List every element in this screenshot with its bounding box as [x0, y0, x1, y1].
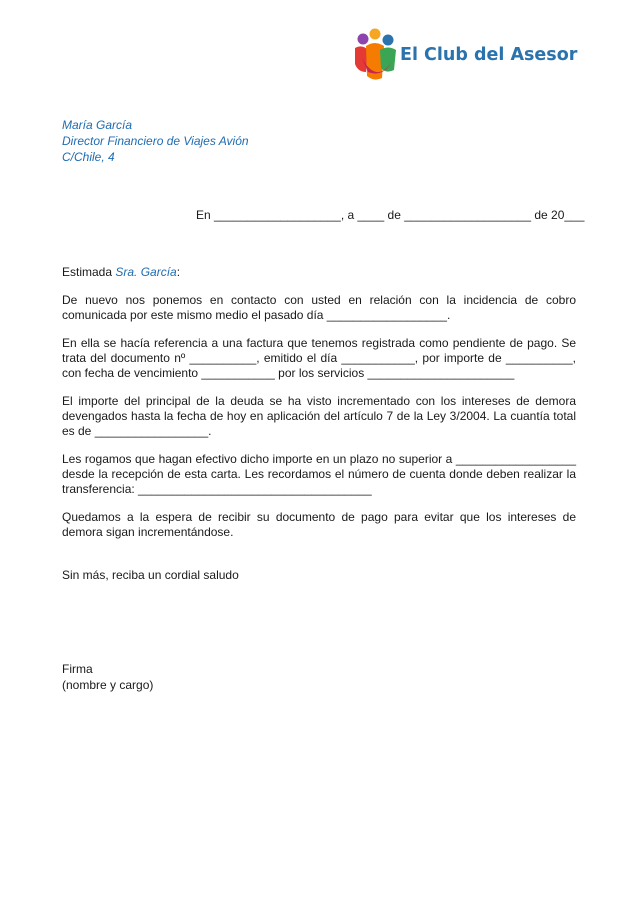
date-line: En ___________________, a ____ de ___________________ de 20___ — [196, 208, 585, 222]
sender-name: María García — [62, 118, 133, 132]
salutation-suffix: : — [176, 265, 181, 279]
sender-address: C/Chile, 4 — [62, 150, 115, 164]
sender-block — [62, 117, 249, 165]
closing-line: Sin más, reciba un cordial saludo — [62, 568, 239, 582]
signature-block — [62, 661, 153, 693]
sender-position: Director Financiero de Viajes Avión — [62, 134, 249, 148]
signature-label: Firma — [62, 662, 93, 676]
logo-text: El Club del Asesor — [400, 45, 578, 65]
paragraph-waiting: Quedamos a la espera de recibir su documento de pago para evitar que los intereses de demora sigan incrementándose. — [62, 510, 576, 539]
recipient-name: Sra. García — [115, 265, 177, 279]
salutation-prefix: Estimada — [62, 265, 116, 279]
paragraph-payment-request: Les rogamos que hagan efectivo dicho importe en un plazo no superior a __________________ desde la recepción de esta carta. Les recordamos el número de cuenta donde deben realizar la transferencia: ___________________________________ — [62, 452, 576, 496]
letter-body — [62, 265, 576, 540]
salutation — [62, 265, 576, 280]
paragraph-invoice: En ella se hacía referencia a una factura que tenemos registrada como pendiente de pago. Se trata del documento nº __________, emitido el día ___________, por importe de __________, con fecha de vencimiento ___________ por los servicios ______________________ — [62, 336, 576, 380]
paragraph-interest: El importe del principal de la deuda se ha visto incrementado con los intereses de demora devengados hasta la fecha de hoy en aplicación del artículo 7 de la Ley 3/2004. La cuantía total es de _________________. — [62, 394, 576, 438]
club-asesor-logo — [352, 28, 592, 88]
paragraph-incidence: De nuevo nos ponemos en contacto con usted en relación con la incidencia de cobro comunicada por este mismo medio el pasado día __________________. — [62, 293, 576, 322]
signature-note: (nombre y cargo) — [62, 678, 154, 692]
people-logo-icon — [352, 28, 400, 88]
